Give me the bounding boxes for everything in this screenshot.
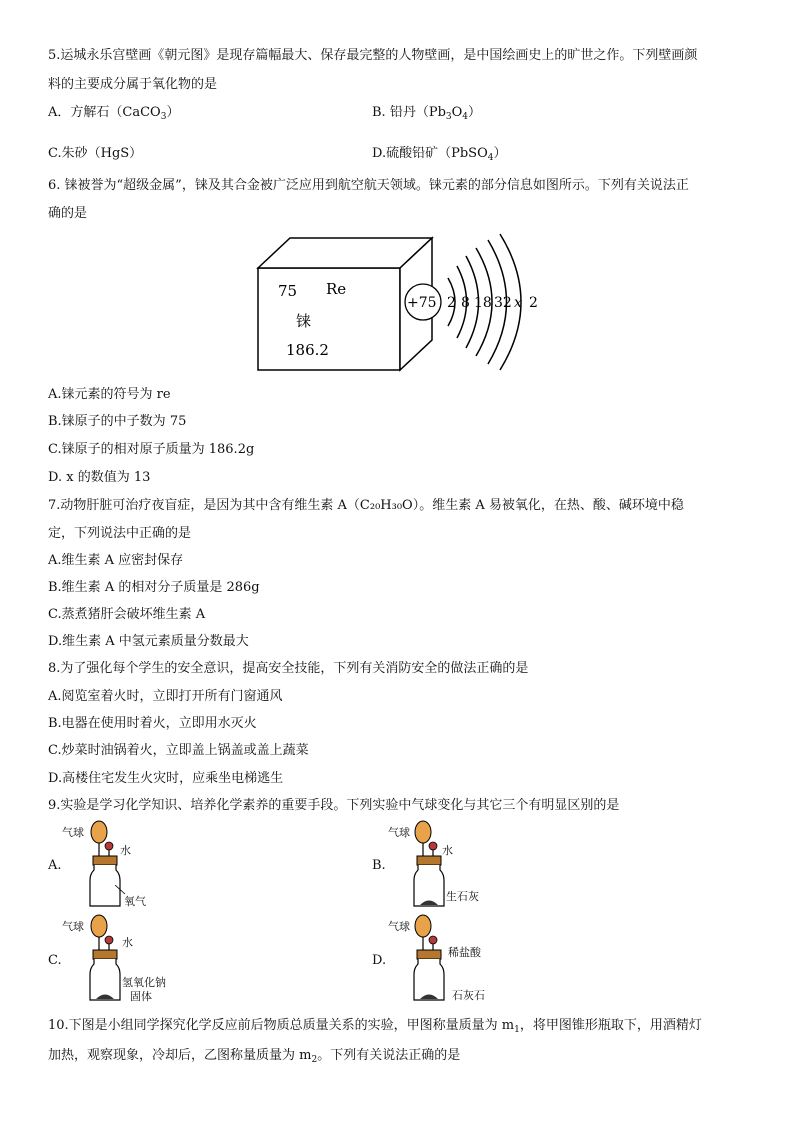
element-symbol: Re — [326, 280, 347, 298]
q9-a-solid-label: 氧气 — [124, 895, 146, 908]
q9-b-apparatus — [410, 818, 450, 910]
q5-option-b-text: B. 铅丹（Pb — [372, 105, 446, 120]
q5-option-d[interactable] — [372, 145, 506, 167]
q5-option-d-sub: 4 — [487, 153, 494, 163]
q10-stem-line1-b: ，将甲图锥形瓶取下，用酒精灯 — [519, 1018, 702, 1033]
q6-option-b[interactable]: B.铼原子的中子数为 75 — [48, 414, 187, 429]
q5-option-a-sub: 3 — [160, 112, 167, 122]
q9-d-liquid-label: 稀盐酸 — [448, 946, 481, 959]
q9-c-liquid-label: 水 — [122, 936, 133, 949]
shell-2-electrons: 8 — [461, 295, 470, 311]
q8-option-b[interactable]: B.电器在使用时着火，立即用水灭火 — [48, 716, 257, 731]
q5-stem-line1: 5.运城永乐宫壁画《朝元图》是现存篇幅最大、保存最完整的人物壁画，是中国绘画史上的旷世之作。下列壁画颜 — [48, 48, 698, 63]
q6-option-d[interactable]: D. x 的数值为 13 — [48, 470, 151, 485]
q10-stem-line2-a: 加热，观察现象，冷却后，乙图称量质量为 m — [48, 1048, 312, 1063]
q9-c-solid-label-line2: 固体 — [130, 990, 152, 1003]
q10-stem-line1 — [48, 1017, 702, 1039]
q5-option-b-sub2: 4 — [462, 112, 469, 122]
q9-a-pointer — [115, 885, 127, 895]
q5-option-c[interactable]: C.朱砂（HgS） — [48, 146, 143, 161]
q9-c-solid-label-line1: 氢氧化钠 — [122, 976, 166, 989]
q9-d-balloon-label: 气球 — [388, 920, 410, 933]
q8-option-a[interactable]: A.阅览室着火时，立即打开所有门窗通风 — [48, 689, 283, 704]
q5-option-a[interactable] — [48, 104, 179, 126]
q5-option-b-sub1: 3 — [445, 112, 452, 122]
q9-c-apparatus — [86, 912, 126, 1004]
q8-stem: 8.为了强化每个学生的安全意识，提高安全技能，下列有关消防安全的做法正确的是 — [48, 661, 529, 676]
q5-option-b[interactable] — [372, 104, 481, 126]
q5-option-a-text: A．方解石（CaCO — [48, 105, 161, 120]
shell-5-electrons: x — [514, 295, 522, 311]
q5-option-a-end: ） — [166, 105, 180, 120]
q10-stem-line1-sub: 1 — [514, 1025, 520, 1035]
q5-stem-line2: 料的主要成分属于氧化物的是 — [48, 77, 218, 92]
q5-option-b-mid: O — [451, 105, 463, 120]
q9-stem: 9.实验是学习化学知识、培养化学素养的重要手段。下列实验中气球变化与其它三个有明显区别的是 — [48, 798, 620, 813]
atomic-mass: 186.2 — [286, 341, 329, 359]
shell-1-electrons: 2 — [447, 295, 456, 311]
q10-stem-line1-a: 10.下图是小组同学探究化学反应前后物质总质量关系的实验，甲图称量质量为 m — [48, 1018, 515, 1033]
q7-option-a[interactable]: A.维生素 A 应密封保存 — [48, 553, 184, 568]
q9-b-balloon-label: 气球 — [388, 826, 410, 839]
q7-option-b[interactable]: B.维生素 A 的相对分子质量是 286g — [48, 580, 260, 595]
q5-option-d-end: ） — [493, 146, 507, 161]
q6-option-a[interactable]: A.铼元素的符号为 re — [48, 387, 171, 402]
q6-option-c[interactable]: C.铼原子的相对原子质量为 186.2g — [48, 442, 255, 457]
q6-stem-line1: 6. 铼被誉为“超级金属”，铼及其合金被广泛应用到航空航天领域。铼元素的部分信息如图所示。下列有关说法正 — [48, 178, 689, 193]
q9-c-balloon-label: 气球 — [62, 920, 84, 933]
q9-option-a-letter[interactable]: A. — [48, 858, 62, 873]
q7-option-d[interactable]: D.维生素 A 中氢元素质量分数最大 — [48, 634, 249, 649]
q6-stem-line2: 确的是 — [48, 206, 88, 221]
q9-a-apparatus — [86, 818, 126, 910]
q10-stem-line2-sub: 2 — [311, 1055, 318, 1065]
q7-stem-line2: 定，下列说法中正确的是 — [48, 526, 192, 541]
rhenium-figure — [250, 228, 560, 378]
q10-stem-line2 — [48, 1047, 460, 1069]
q9-b-liquid-label: 水 — [442, 844, 453, 857]
q5-option-b-end: ） — [468, 105, 482, 120]
q7-option-c[interactable]: C.蒸煮猪肝会破坏维生素 A — [48, 607, 206, 622]
shell-6-electrons: 2 — [529, 295, 538, 311]
q8-option-c[interactable]: C.炒菜时油锅着火，立即盖上锅盖或盖上蔬菜 — [48, 743, 309, 758]
q9-option-d-letter[interactable]: D. — [372, 953, 387, 968]
q10-stem-line2-b: 。下列有关说法正确的是 — [317, 1048, 461, 1063]
q9-b-solid-label: 生石灰 — [446, 890, 479, 903]
shell-3-electrons: 18 — [474, 295, 492, 311]
q9-d-solid-label: 石灰石 — [452, 989, 485, 1002]
shell-4-electrons: 32 — [494, 295, 512, 311]
element-name: 铼 — [296, 312, 312, 330]
q5-option-d-text: D.硫酸铅矿（PbSO — [372, 146, 488, 161]
atomic-number: 75 — [278, 282, 298, 300]
q9-option-b-letter[interactable]: B. — [372, 858, 386, 873]
q9-a-liquid-label: 水 — [120, 844, 131, 857]
q9-d-apparatus — [410, 912, 450, 1004]
q7-stem-line1: 7.动物肝脏可治疗夜盲症，是因为其中含有维生素 A（C₂₀H₃₀O）。维生素 A 易被氧化，在热、酸、碱环境中稳 — [48, 498, 684, 513]
q9-option-c-letter[interactable]: C. — [48, 953, 62, 968]
q9-a-balloon-label: 气球 — [62, 826, 84, 839]
q8-option-d[interactable]: D.高楼住宅发生火灾时，应乘坐电梯逃生 — [48, 771, 284, 786]
nucleus-charge: +75 — [407, 295, 437, 311]
